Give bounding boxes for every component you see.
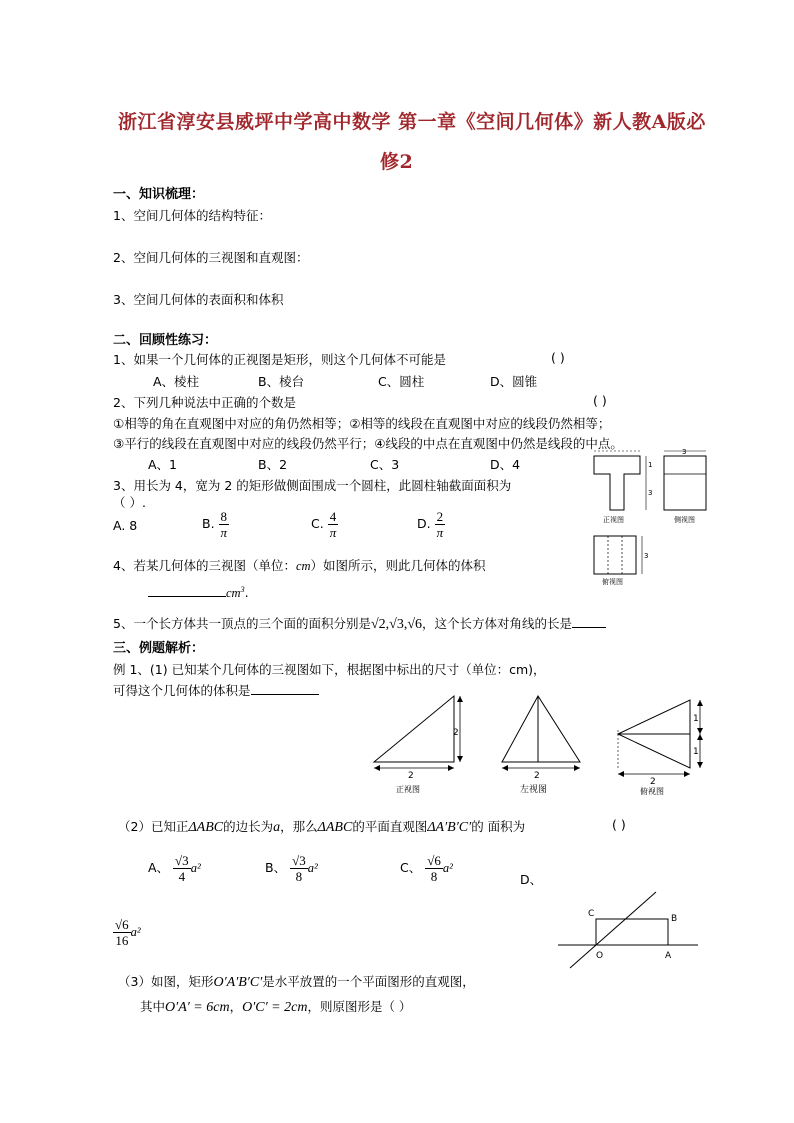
section-heading-review: 二、回顾性练习： bbox=[113, 333, 218, 348]
ex2-option-d bbox=[113, 917, 141, 948]
question-5-stem bbox=[113, 614, 606, 633]
ex1-top-width-label: 2 bbox=[650, 777, 656, 787]
arrow-head bbox=[697, 762, 703, 768]
fraction-denominator: π bbox=[436, 525, 444, 540]
option-d-fraction bbox=[435, 509, 446, 540]
example-1-stem-line1: 例 1、(1) 已知某个几何体的三视图如下，根据图中标出的尺寸（单位：cm)， bbox=[113, 662, 546, 677]
example-1-part-2-stem bbox=[118, 817, 525, 836]
fraction-denominator: 8 bbox=[295, 869, 303, 884]
question-2-option-c: C、3 bbox=[370, 457, 400, 472]
ex1-front-height-label: 2 bbox=[453, 728, 459, 738]
example-1-stem-line2 bbox=[113, 681, 319, 699]
arrow-head bbox=[684, 771, 690, 777]
top-view-label: 俯视图 bbox=[602, 578, 623, 586]
point-label-o: O bbox=[596, 951, 604, 961]
side-dim-label: 3 bbox=[682, 448, 687, 456]
question-2-statements-1: ①相等的角在直观图中对应的角仍然相等；②相等的线段在直观图中对应的线段仍然相等； bbox=[113, 416, 611, 431]
example-1-part-3-stem bbox=[118, 972, 475, 991]
ex3-text-a: （3）如图，矩形 bbox=[118, 974, 214, 989]
option-label: A、 bbox=[148, 860, 170, 875]
ex3-text-b: 是水平放置的一个平面图形的直观图， bbox=[262, 974, 475, 989]
ex3-rectangle: O′A′B′C′ bbox=[213, 975, 263, 990]
q5-text-b: ，这个长方体对角线的长是 bbox=[422, 616, 573, 631]
arrow-head bbox=[697, 734, 703, 740]
knowledge-item-1: 1、空间几何体的结构特征： bbox=[113, 208, 271, 223]
answer-blank[interactable] bbox=[572, 615, 606, 628]
oblique-rectangle-figure bbox=[556, 890, 702, 970]
point-label-b: B bbox=[671, 914, 678, 924]
ex1-left-width-label: 2 bbox=[534, 771, 540, 781]
document-title-line1: 浙江省淳安县威坪中学高中数学 第一章《空间几何体》新人教A版必 bbox=[118, 111, 706, 133]
ex2-triangle: ΔABC bbox=[188, 820, 224, 835]
arrow-head bbox=[502, 765, 508, 771]
question-4-stem bbox=[113, 556, 486, 574]
question-4-answer-line bbox=[148, 584, 249, 601]
arrow-head bbox=[618, 771, 624, 777]
option-b-label: B. bbox=[202, 516, 215, 531]
answer-blank[interactable] bbox=[251, 682, 319, 695]
example-1-three-views bbox=[368, 690, 714, 802]
option-b-fraction bbox=[219, 509, 230, 540]
point-label-a: A bbox=[665, 951, 672, 961]
ex2-option-b bbox=[265, 853, 318, 884]
knowledge-item-3: 3、空间几何体的表面积和体积 bbox=[113, 292, 284, 307]
arrow-head bbox=[448, 765, 454, 771]
question-2-option-a: A、1 bbox=[148, 457, 178, 472]
document-title-line2: 修2 bbox=[380, 151, 414, 173]
ex3-text-d: ，则原图形是（ ） bbox=[307, 999, 412, 1014]
question-3-option-b bbox=[202, 509, 229, 540]
ex2-option-d-label: D、 bbox=[520, 872, 543, 887]
point-label-c: C bbox=[588, 909, 595, 919]
ex2-text-b: 的边长为 bbox=[223, 819, 274, 834]
ex1-left-view-label: 左视图 bbox=[520, 785, 548, 795]
ex3-separator: ， bbox=[229, 999, 243, 1014]
knowledge-item-2: 2、空间几何体的三视图和直观图： bbox=[113, 250, 309, 265]
question-3-option-c bbox=[311, 509, 338, 540]
ex2-option-c bbox=[400, 853, 453, 884]
ex2-text-e: 的 面积为 bbox=[471, 819, 526, 834]
top-view-shape bbox=[594, 536, 636, 574]
fraction-numerator: 8 bbox=[220, 509, 228, 524]
ex1-top-dim-label-upper: 1 bbox=[693, 714, 699, 724]
dim-label-1: 1 bbox=[648, 461, 653, 469]
fraction-numerator: 4 bbox=[329, 509, 337, 524]
ex3-text-c: 其中 bbox=[140, 999, 166, 1014]
ex1-top-dim-label-lower: 1 bbox=[693, 747, 699, 757]
option-c-label: C. bbox=[311, 516, 324, 531]
ex1-left-view-triangle bbox=[502, 696, 580, 762]
fraction-denominator: 8 bbox=[430, 869, 438, 884]
section-heading-knowledge: 一、知识梳理： bbox=[113, 187, 205, 202]
front-view-shape bbox=[594, 456, 640, 510]
option-fraction bbox=[113, 917, 131, 948]
question-1-option-a: A、棱柱 bbox=[153, 374, 200, 389]
question-2-statements-2: ③平行的线段在直观图中对应的线段仍然平行；④线段的中点在直观图中仍然是线段的中点。 bbox=[113, 436, 623, 451]
question-3-answer-paren: （ ）. bbox=[113, 495, 146, 510]
oblique-axis-line bbox=[570, 892, 656, 968]
a-squared: a² bbox=[130, 925, 141, 939]
fraction-numerator: √3 bbox=[175, 853, 189, 868]
question-2-option-b: B、2 bbox=[258, 457, 288, 472]
option-fraction bbox=[425, 853, 443, 884]
fraction-denominator: π bbox=[329, 525, 337, 540]
fraction-numerator: √6 bbox=[427, 853, 441, 868]
ex3-oa-length: O′A′ = 6cm bbox=[165, 1000, 230, 1015]
ex2-text-c: ，那么 bbox=[280, 819, 318, 834]
q4-text-b: ）如图所示，则此几何体的体积 bbox=[310, 558, 486, 573]
question-1-stem: 1、如果一个几何体的正视图是矩形，则这个几何体不可能是 bbox=[113, 352, 446, 367]
q4-period: . bbox=[244, 585, 249, 600]
a-squared: a² bbox=[190, 861, 201, 875]
question-3-option-d bbox=[417, 509, 445, 540]
q4-answer-superscript: 3 bbox=[240, 584, 245, 594]
section-heading-examples: 三、例题解析： bbox=[113, 641, 205, 656]
ex1-front-view-triangle bbox=[374, 696, 454, 762]
fraction-denominator: π bbox=[220, 525, 228, 540]
q4-answer-unit: cm bbox=[226, 586, 241, 600]
side-view-shape bbox=[664, 456, 706, 510]
arrow-head bbox=[374, 765, 380, 771]
three-views-figure bbox=[586, 446, 712, 586]
option-fraction bbox=[290, 853, 308, 884]
dim-label-3: 3 bbox=[648, 489, 653, 497]
example-1-part-2-paren: ( ) bbox=[612, 817, 626, 832]
ex2-side: a bbox=[273, 820, 281, 835]
question-2-option-d: D、4 bbox=[490, 457, 521, 472]
example-1-part-3-line2 bbox=[140, 997, 411, 1016]
q5-text-a: 5、一个长方体共一顶点的三个面的面积分别是 bbox=[113, 616, 371, 631]
option-d-label: D. bbox=[417, 516, 431, 531]
a-squared: a² bbox=[442, 861, 453, 875]
option-fraction bbox=[173, 853, 191, 884]
rectangle-oabc bbox=[596, 919, 668, 945]
fraction-numerator: 2 bbox=[436, 509, 444, 524]
q4-text-a: 4、若某几何体的三视图（单位： bbox=[113, 558, 296, 573]
ex1-text: 可得这个几何体的体积是 bbox=[113, 683, 251, 698]
side-view-label: 侧视图 bbox=[674, 516, 695, 524]
option-c-fraction bbox=[328, 509, 339, 540]
fraction-denominator: 16 bbox=[115, 933, 129, 948]
question-2-answer-paren: ( ) bbox=[593, 393, 607, 408]
question-3-stem: 3、用长为 4，宽为 2 的矩形做侧面围成一个圆柱，此圆柱轴截面面积为 bbox=[113, 478, 512, 493]
question-1-option-c: C、圆柱 bbox=[378, 374, 425, 389]
arrow-head bbox=[697, 700, 703, 706]
question-1-option-d: D、圆锥 bbox=[490, 374, 538, 389]
ex2-projected-triangle: ΔA′B′C′ bbox=[427, 820, 472, 835]
question-3-option-a: A. 8 bbox=[113, 518, 138, 533]
ex2-triangle-2: ΔABC bbox=[317, 820, 353, 835]
q4-unit: cm bbox=[295, 559, 311, 573]
ex1-top-view-label: 俯视图 bbox=[640, 787, 664, 796]
option-label: C、 bbox=[400, 860, 422, 875]
arrow-head bbox=[457, 756, 463, 762]
front-view-label: 正视图 bbox=[603, 516, 624, 524]
a-squared: a² bbox=[307, 861, 318, 875]
option-label: B、 bbox=[265, 860, 287, 875]
fraction-numerator: √3 bbox=[292, 853, 306, 868]
fraction-denominator: 4 bbox=[178, 869, 186, 884]
ex2-text-d: 的平面直观图 bbox=[352, 819, 428, 834]
arrow-head bbox=[457, 696, 463, 702]
ex2-option-a bbox=[148, 853, 201, 884]
question-1-option-b: B、棱台 bbox=[258, 374, 305, 389]
question-1-answer-paren: ( ) bbox=[551, 350, 565, 365]
ex3-oc-length: O′C′ = 2cm bbox=[242, 1000, 308, 1015]
arrow-head bbox=[697, 728, 703, 734]
top-dim-label: 3 bbox=[644, 552, 649, 560]
fraction-numerator: √6 bbox=[115, 917, 129, 932]
question-2-stem: 2、下列几种说法中正确的个数是 bbox=[113, 395, 296, 410]
arrow-head bbox=[574, 765, 580, 771]
ex2-text-a: （2）已知正 bbox=[118, 819, 189, 834]
answer-blank[interactable] bbox=[148, 584, 226, 597]
q5-values: √2,√3,√6 bbox=[370, 617, 423, 632]
ex1-front-view-label: 正视图 bbox=[396, 785, 420, 794]
ex1-front-width-label: 2 bbox=[408, 771, 414, 781]
